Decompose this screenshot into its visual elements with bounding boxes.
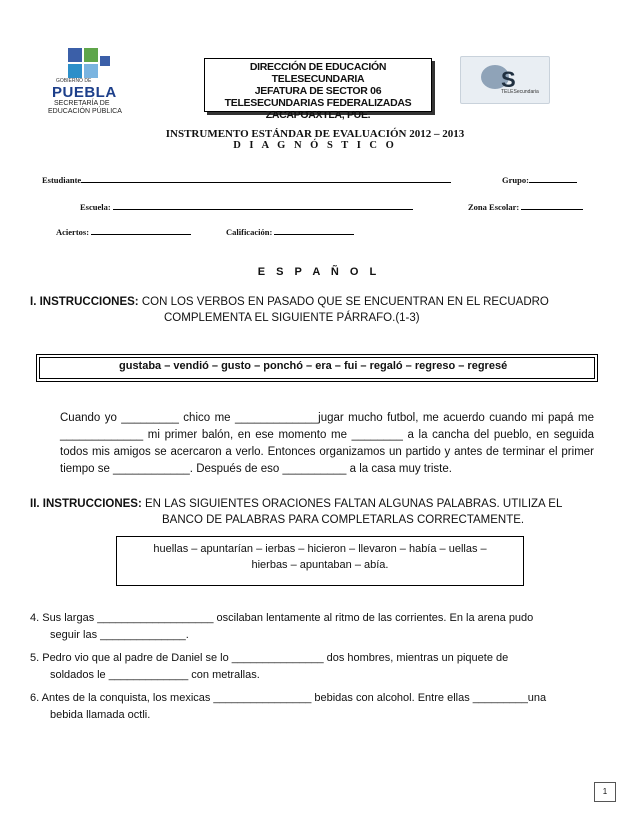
group-label: Grupo: [502,175,529,185]
verb-box [36,354,598,382]
header-box [204,58,432,121]
part1-text-1: CON LOS VERBOS EN PASADO QUE SE ENCUENTRAN EN EL RECUADRO [141,296,549,308]
question-5 [30,650,580,684]
page-number: 1 [594,782,616,802]
logo-sep-line1: SECRETARÍA DE [54,100,110,107]
question-6 [30,690,580,724]
section-title: E S P A Ñ O L [257,266,381,278]
school-blank[interactable] [113,201,413,210]
part2-label: II. INSTRUCCIONES: [30,498,142,510]
correct-answers-blank[interactable] [91,226,191,235]
zone-blank[interactable] [521,201,583,210]
logo-puebla-text: PUEBLA [52,84,117,101]
part1-text-2: COMPLEMENTA EL SIGUIENTE PÁRRAFO.(1-3) [164,312,420,324]
logo-sep-line2: EDUCACIÓN PÚBLICA [48,108,122,115]
zone-field [468,201,583,212]
telesecundaria-logo [460,56,550,104]
group-blank[interactable] [529,174,577,183]
question-5-line-2: soldados le _____________ con metrallas. [50,669,260,681]
group-field [502,174,577,185]
student-blank[interactable] [81,174,451,183]
instrument-title: INSTRUMENTO ESTÁNDAR DE EVALUACIÓN 2012 – 2013 [165,128,465,140]
school-label: Escuela: [80,202,111,212]
header-line-4: ZACAPOAXTLA, PUE. [265,109,371,121]
word-bank-line-2: hierbas – apuntaban – abía. [251,559,389,571]
question-4-line-1: 4. Sus largas ___________________ oscilaban lentamente al ritmo de las corrientes. En la arena pudo [30,612,534,624]
question-6-line-2: bebida llamada octli. [50,709,151,721]
question-4 [30,610,580,644]
word-bank-box [116,536,524,586]
word-bank-line-1: huellas – apuntarían – ierbas – hicieron – llevaron – había – uellas – [153,543,487,555]
fill-in-paragraph: Cuando yo _________ chico me _____________jugar mucho futbol, me acuerdo cuando mi papá me _____________ mi primer balón, en ese momento me ________ a la cancha del pueblo, en seguida todos mis amigos se acercaron a verlo. Entonces organizamos un partido y antes de terminar el primer tiempo se ____________. Después de eso __________ a la casa muy triste. [60,412,594,475]
student-field [42,174,451,185]
grade-blank[interactable] [274,226,354,235]
header-line-2: JEFATURA DE SECTOR 06 [254,85,382,97]
correct-answers-label: Aciertos: [56,227,90,237]
svg-text:S: S [501,67,516,92]
school-field [80,201,413,212]
zone-label: Zona Escolar: [468,202,520,212]
correct-answers-field [56,226,191,237]
part2-text-1: EN LAS SIGUIENTES ORACIONES FALTAN ALGUNAS PALABRAS. UTILIZA EL [145,498,563,510]
verb-list: gustaba – vendió – gusto – ponchó – era – fui – regaló – regreso – regresé [119,360,508,372]
question-6-line-1: 6. Antes de la conquista, los mexicas ________________ bebidas con alcohol. Entre ellas _________una [30,692,547,704]
header-line-1: DIRECCIÓN DE EDUCACIÓN TELESECUNDARIA [249,61,387,85]
telesecundaria-emblem-icon [461,57,549,103]
header-line-3: TELESECUNDARIAS FEDERALIZADAS [224,97,412,109]
grade-field [226,226,354,237]
part1-instructions [30,294,549,310]
part2-text-2: BANCO DE PALABRAS PARA COMPLETARLAS CORRECTAMENTE. [162,514,525,526]
question-5-line-1: 5. Pedro vio que al padre de Daniel se lo _______________ dos hombres, mientras un piquete de [30,652,509,664]
part1-label: I. INSTRUCCIONES: [30,296,139,308]
student-label: Estudiante [42,175,82,185]
diagnostic-title: D I A G N Ó S T I C O [233,140,397,151]
question-4-line-2: seguir las ______________. [50,629,189,641]
telesecundaria-text: TELESecundaria [501,89,539,95]
grade-label: Calificación: [226,227,273,237]
part2-instructions [30,496,562,512]
logo-small-text: GOBIERNO DE [56,78,92,84]
